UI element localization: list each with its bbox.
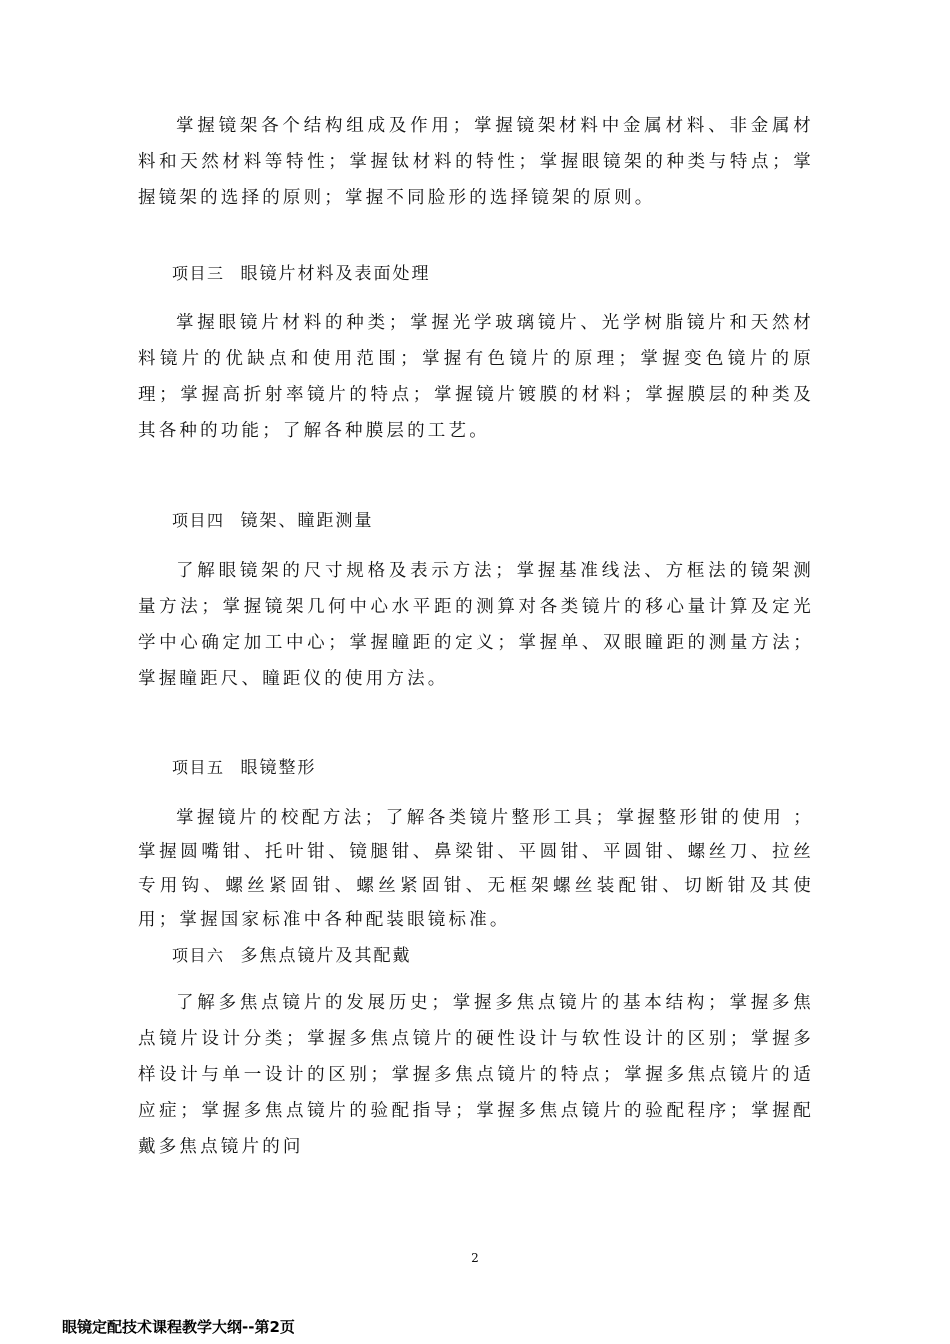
section-heading-project-6 [172, 944, 412, 968]
heading-title: 镜架、瞳距测量 [240, 511, 374, 531]
paragraph-frame-measurement: 了解眼镜架的尺寸规格及表示方法；掌握基准线法、方框法的镜架测量方法；掌握镜架几何中心水平距的测算对各类镜片的移心量计算及定光学中心确定加工中心；掌握瞳距的定义；掌握单、双眼瞳距的测量方法；掌握瞳距尺、瞳距仪的使用方法。 [138, 561, 814, 689]
heading-title: 眼镜片材料及表面处理 [240, 264, 431, 284]
heading-number: 项目三 [172, 264, 225, 283]
heading-number: 项目六 [172, 946, 225, 965]
paragraph-frame-structure: 掌握镜架各个结构组成及作用；掌握镜架材料中金属材料、非金属材料和天然材料等特性；掌握钛材料的特性；掌握眼镜架的种类与特点；掌握镜架的选择的原则；掌握不同脸形的选择镜架的原则。 [138, 116, 814, 208]
paragraph-lens-materials: 掌握眼镜片材料的种类；掌握光学玻璃镜片、光学树脂镜片和天然材料镜片的优缺点和使用范围；掌握有色镜片的原理；掌握变色镜片的原理；掌握高折射率镜片的特点；掌握镜片镀膜的材料；掌握膜层的种类及其各种的功能；了解各种膜层的工艺。 [138, 313, 814, 441]
paragraph-multifocal: 了解多焦点镜片的发展历史；掌握多焦点镜片的基本结构；掌握多焦点镜片设计分类；掌握多焦点镜片的硬性设计与软性设计的区别；掌握多样设计与单一设计的区别；掌握多焦点镜片的特点；掌握多焦点镜片的适应症；掌握多焦点镜片的验配指导；掌握多焦点镜片的验配程序；掌握配戴多焦点镜片的问 [138, 993, 814, 1157]
heading-title: 多焦点镜片及其配戴 [240, 946, 412, 966]
paragraph-shaping: 掌握镜片的校配方法；了解各类镜片整形工具；掌握整形钳的使用 ；掌握圆嘴钳、托叶钳、镜腿钳、鼻梁钳、平圆钳、平圆钳、螺丝刀、拉丝专用钩、螺丝紧固钳、螺丝紧固钳、无框架螺丝装配钳、切断钳及其使用；掌握国家标准中各种配装眼镜标准。 [138, 808, 814, 930]
heading-number: 项目五 [172, 758, 225, 777]
heading-number: 项目四 [172, 511, 225, 530]
page-number: 2 [471, 1251, 479, 1265]
section-heading-project-4 [172, 509, 374, 533]
heading-title: 眼镜整形 [240, 758, 317, 778]
section-heading-project-5 [172, 756, 317, 780]
footer-caption: 眼镜定配技术课程教学大纲--第2页 [62, 1318, 295, 1336]
section-heading-project-3 [172, 262, 431, 286]
